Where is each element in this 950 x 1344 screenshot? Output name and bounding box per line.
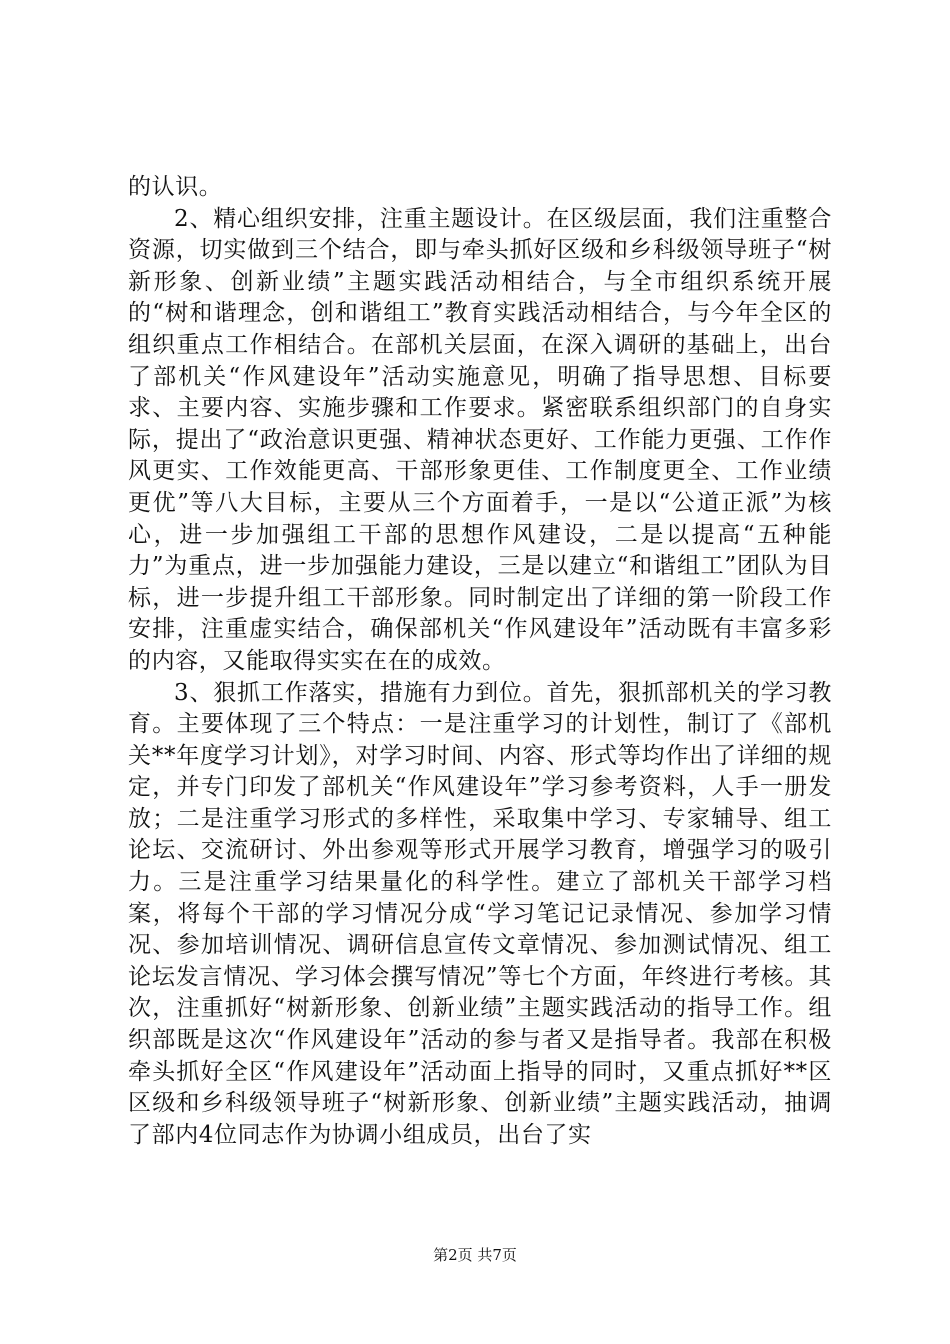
page-footer — [0, 1244, 950, 1265]
paragraph-item-2: 2、精心组织安排，注重主题设计。在区级层面，我们注重整合资源，切实做到三个结合，即与牵头抓好区级和乡科级领导班子“树新形象、创新业绩”主题实践活动相结合，与全市组织系统开展的“树和谐理念，创和谐组工”教育实践活动相结合，与今年全区的组织重点工作相结合。在部机关层面，在深入调研的基础上，出台了部机关“作风建设年”活动实施意见，明确了指导思想、目标要求、主要内容、实施步骤和工作要求。紧密联系组织部门的自身实际，提出了“政治意识更强、精神状态更好、工作能力更强、工作作风更实、工作效能更高、干部形象更佳、工作制度更全、工作业绩更优”等八大目标，主要从三个方面着手，一是以“公道正派”为核心，进一步加强组工干部的思想作风建设，二是以提高“五种能力”为重点，进一步加强能力建设，三是以建立“和谐组工”团队为目标，进一步提升组工干部形象。同时制定出了详细的第一阶段工作安排，注重虚实结合，确保部机关“作风建设年”活动既有丰富多彩的内容，又能取得实实在在的成效。 — [128, 205, 832, 674]
page-number: 第2页 共7页 — [433, 1246, 517, 1264]
paragraph-item-3: 3、狠抓工作落实，措施有力到位。首先，狠抓部机关的学习教育。主要体现了三个特点：一是注重学习的计划性，制订了《部机关**年度学习计划》，对学习时间、内容、形式等均作出了详细的规定，并专门印发了部机关“作风建设年”学习参考资料，人手一册发放；二是注重学习形式的多样性，采取集中学习、专家辅导、组工论坛、交流研讨、外出参观等形式开展学习教育，增强学习的吸引力。三是注重学习结果量化的科学性。建立了部机关干部学习档案，将每个干部的学习情况分成“学习笔记记录情况、参加学习情况、参加培训情况、调研信息宣传文章情况、参加测试情况、组工论坛发言情况、学习体会撰写情况”等七个方面，年终进行考核。其次，注重抓好“树新形象、创新业绩”主题实践活动的指导工作。组织部既是这次“作风建设年”活动的参与者又是指导者。我部在积极牵头抓好全区“作风建设年”活动面上指导的同时，又重点抓好**区区级和乡科级领导班子“树新形象、创新业绩”主题实践活动，抽调了部内4位同志作为协调小组成员，出台了实 — [128, 679, 832, 1148]
paragraph-continuation: 的认识。 — [128, 174, 223, 200]
document-body — [128, 172, 832, 1151]
